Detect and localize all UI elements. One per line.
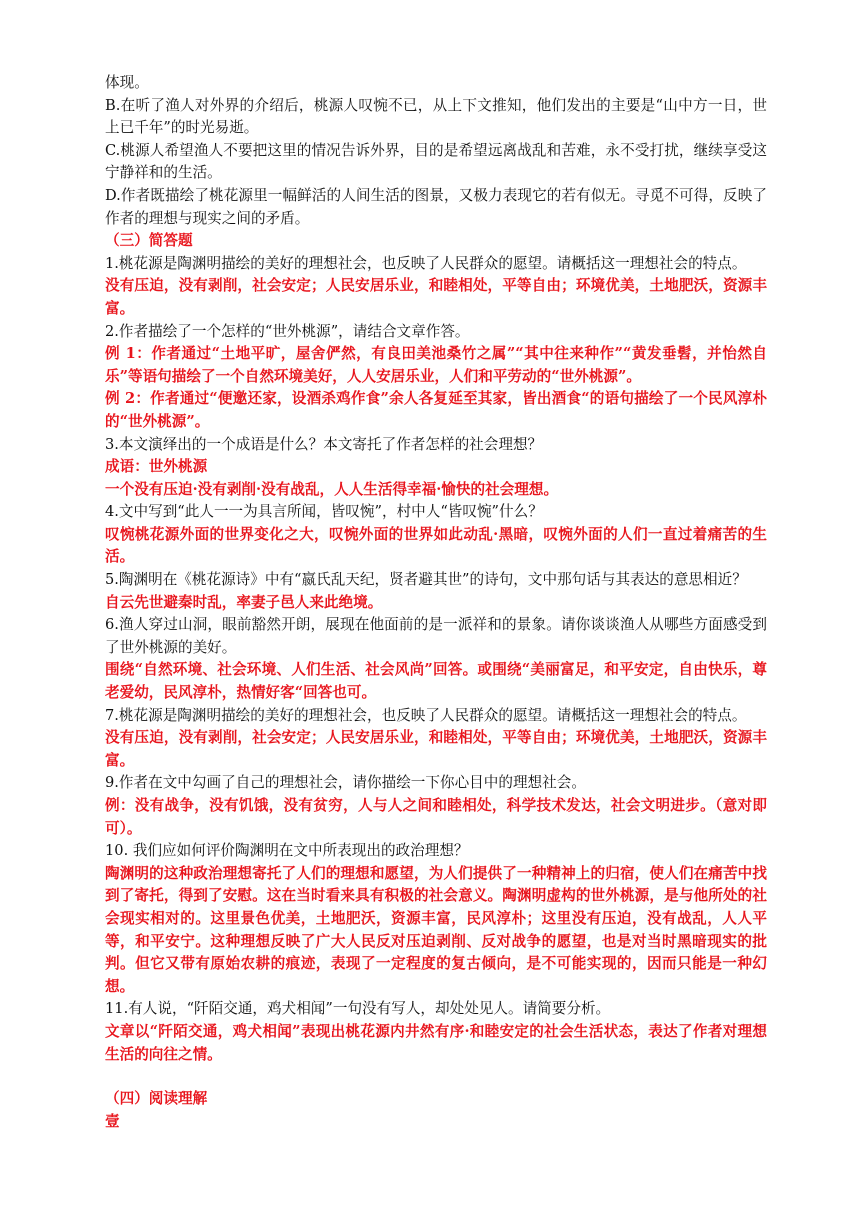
question-text: 5.陶渊明在《桃花源诗》中有“嬴氏乱天纪，贤者避其世”的诗句，文中那句话与其表达的意思相近？ — [105, 571, 747, 589]
answer-text: 一个没有压迫·没有剥削·没有战乱，人人生活得幸福·愉快的社会理想。 — [105, 480, 559, 498]
question-text: 2.作者描绘了一个怎样的“世外桃源”，请结合文章作答。 — [105, 322, 470, 340]
answer-text: 陶渊明的这种政治理想寄托了人们的理想和愿望，为人们提供了一种精神上的归宿，使人们在痛苦中找到了寄托，得到了安慰。这在当时看来具有积极的社会意义。陶渊明虚构的世外桃源，是与他所处的社会现实相对的。这里景色优美，土地肥沃，资源丰富，民风淳朴；这里没有压迫，没有战乱，人人平等，和平安宁。这种理想反映了广大人民反对压迫剥削、反对战争的愿望，也是对当时黑暗现实的批判。但它又带有原始农耕的痕迹，表现了一定程度的复古倾向，是不可能实现的，因而只能是一种幻想。 — [105, 864, 767, 995]
answer-text: 围绕“自然环境、社会环境、人们生活、社会风尚”回答。或围绕“美丽富足，和平安定，自由快乐，尊老爱幼，民风淳朴，热情好客“回答也可。 — [105, 661, 767, 702]
answer-text: 没有压迫，没有剥削，社会安定；人民安居乐业，和睦相处，平等自由；环境优美，土地肥沃，资源丰富。 — [105, 729, 767, 769]
content-blocks — [105, 72, 767, 1066]
question-text: 9.作者在文中勾画了自己的理想社会，请你描绘一下你心目中的理想社会。 — [105, 774, 586, 792]
question-text: B.在听了渔人对外界的介绍后，桃源人叹惋不已，从上下文推知，他们发出的主要是“山中方一日，世上已千年”的时光易逝。 — [105, 96, 767, 137]
answer-text: 没有压迫，没有剥削，社会安定；人民安居乐业，和睦相处，平等自由；环境优美，土地肥沃，资源丰富。 — [105, 277, 767, 317]
answer-text: 例 2：作者通过“便邀还家，设酒杀鸡作食”余人各复延至其家，皆出酒食“的语句描绘了一个民风淳朴的“世外桃源”。 — [105, 390, 767, 430]
answer-text: 文章以“阡陌交通，鸡犬相闻”表现出桃花源内井然有序·和睦安定的社会生活状态，表达了作者对理想生活的向往之情。 — [105, 1022, 767, 1063]
question-text: 体现。 — [105, 74, 149, 91]
section-heading-reading: （四）阅读理解 — [105, 1090, 208, 1108]
answer-text: 自云先世避秦时乱，率妻子邑人来此绝境。 — [105, 593, 383, 611]
subsection-label: 壹 — [105, 1112, 120, 1130]
spacer — [105, 1066, 767, 1088]
question-text: 7.桃花源是陶渊明描绘的美好的理想社会，也反映了人民群众的愿望。请概括这一理想社会的特点。 — [105, 706, 747, 724]
question-text: D.作者既描绘了桃花源里一幅鲜活的人间生活的图景，又极力表现它的若有似无。寻觅不可得，反映了作者的理想与现实之间的矛盾。 — [105, 186, 767, 227]
answer-text: 成语：世外桃源 — [105, 458, 208, 476]
question-text: 11.有人说，“阡陌交通，鸡犬相闻”一句没有写人，却处处见人。请简要分析。 — [105, 1000, 611, 1018]
question-text: 10. 我们应如何评价陶渊明在文中所表现出的政治理想？ — [105, 842, 469, 860]
question-text: 6.渔人穿过山洞，眼前豁然开朗，展现在他面前的是一派祥和的景象。请你谈谈渔人从哪些方面感受到了世外桃源的美好。 — [105, 616, 767, 656]
document-page — [105, 72, 767, 1133]
question-text: C.桃源人希望渔人不要把这里的情况告诉外界，目的是希望远离战乱和苦难，永不受打扰，继续享受这宁静祥和的生活。 — [105, 141, 767, 182]
answer-text: 例：没有战争，没有饥饿，没有贫穷，人与人之间和睦相处，科学技术发达，社会文明进步。（意对即可）。 — [105, 797, 767, 837]
question-text: 1.桃花源是陶渊明描绘的美好的理想社会，也反映了人民群众的愿望。请概括这一理想社会的特点。 — [105, 254, 747, 272]
section-heading: （三）简答题 — [105, 232, 193, 250]
answer-text: 叹惋桃花源外面的世界变化之大，叹惋外面的世界如此动乱·黑暗，叹惋外面的人们一直过着痛苦的生活。 — [105, 525, 767, 566]
answer-text: 例 1：作者通过“土地平旷，屋舍俨然，有良田美池桑竹之属”“其中往来种作”“黄发垂髫，并怡然自乐”等语句描绘了一个自然环境美好，人人安居乐业，人们和平劳动的“世外桃源”。 — [105, 345, 767, 385]
question-text: 3.本文演绎出的一个成语是什么？本文寄托了作者怎样的社会理想？ — [105, 435, 543, 453]
question-text: 4.文中写到“此人一一为具言所闻，皆叹惋”，村中人“皆叹惋”什么？ — [105, 503, 543, 521]
